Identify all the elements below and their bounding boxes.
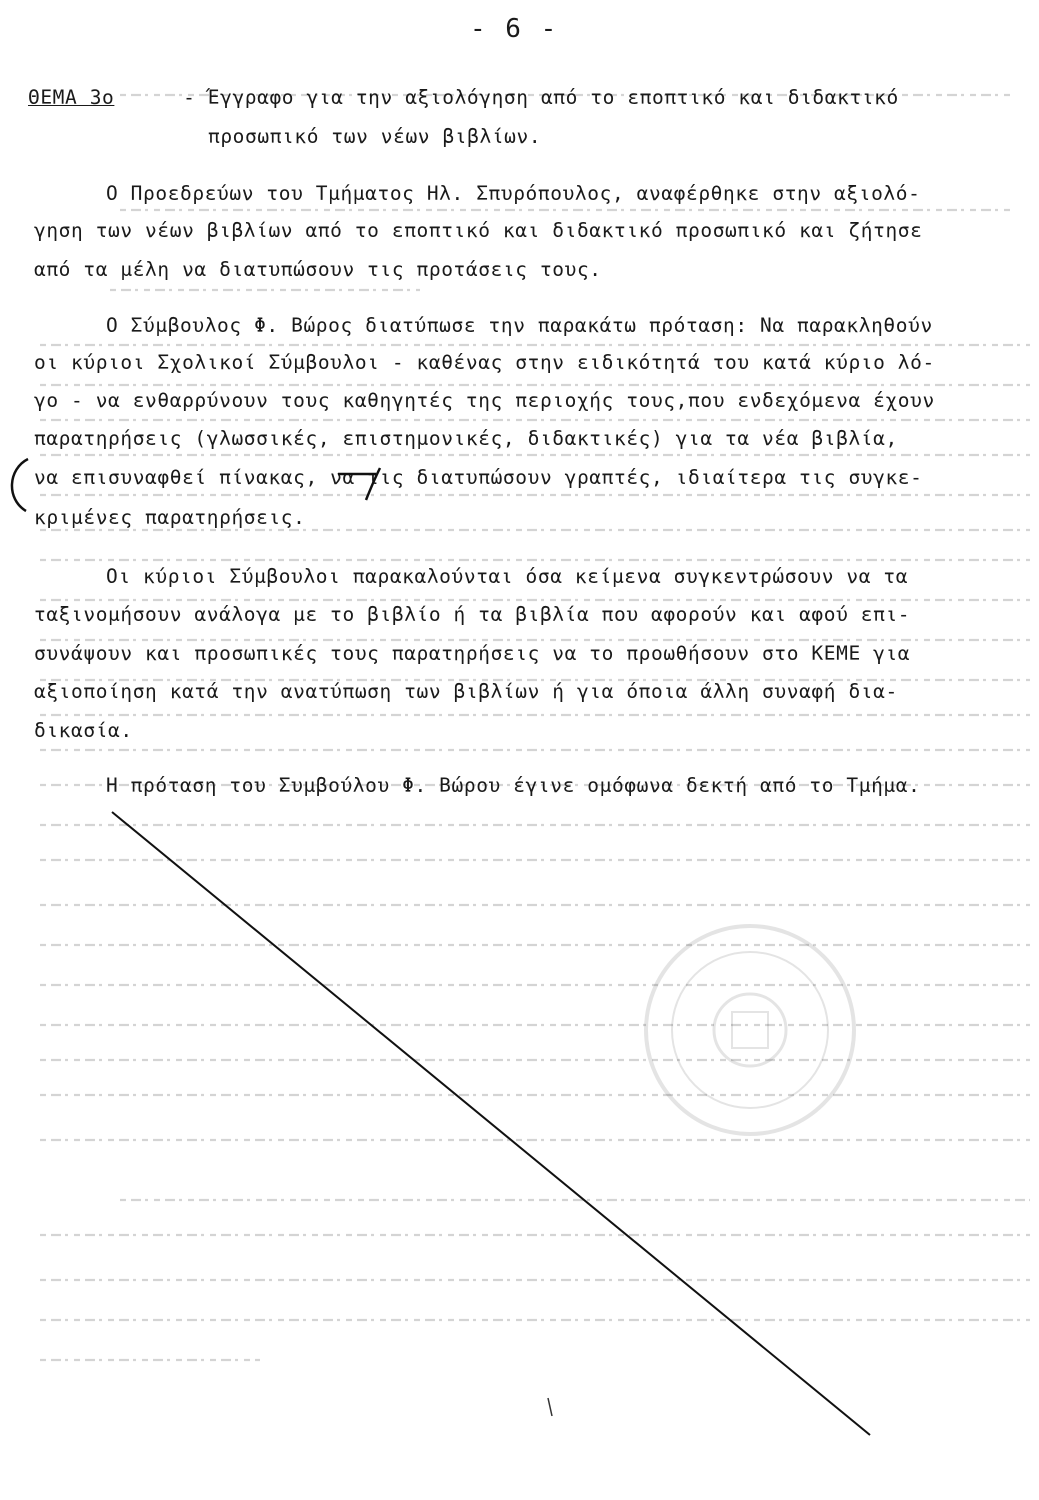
- body-line: από τα μέλη να διατυπώσουν τις προτάσεις τους.: [34, 258, 602, 281]
- body-line: Οι κύριοι Σύμβουλοι παρακαλούνται όσα κείμενα συγκεντρώσουν να τα: [106, 565, 909, 588]
- body-line: παρατηρήσεις (γλωσσικές, επιστημονικές, διδακτικές) για τα νέα βιβλία,: [34, 427, 898, 450]
- seal-stamp: [640, 920, 860, 1140]
- body-line: Η πρόταση του Συμβούλου Φ. Βώρου έγινε ομόφωνα δεκτή από το Τμήμα.: [106, 774, 921, 797]
- body-line: Ο Προεδρεύων του Τμήματος Ηλ. Σπυρόπουλος, αναφέρθηκε στην αξιολό-: [106, 182, 921, 205]
- body-line: συνάψουν και προσωπικές τους παρατηρήσεις να το προωθήσουν στο ΚΕΜΕ για: [34, 642, 911, 665]
- body-line: γηση των νέων βιβλίων από το εποπτικό και διδακτικό προσωπικό και ζήτησε: [34, 219, 923, 242]
- topic-label: ΘΕΜΑ 3ο: [28, 86, 115, 109]
- topic-dash: -: [183, 86, 196, 109]
- body-line: γο - να ενθαρρύνουν τους καθηγητές της περιοχής τους,που ενδεχόμενα έχουν: [34, 389, 935, 412]
- body-line: οι κύριοι Σχολικοί Σύμβουλοι - καθένας στην ειδικότητά του κατά κύριο λό-: [34, 351, 935, 374]
- body-line: κριμένες παρατηρήσεις.: [34, 506, 306, 529]
- topic-heading: [28, 86, 899, 109]
- body-line: αξιοποίηση κατά την ανατύπωση των βιβλίων ή για όποια άλλη συναφή δια-: [34, 680, 898, 703]
- page-number: - 6 -: [470, 14, 559, 44]
- topic-title-line1: Έγγραφο για την αξιολόγηση από το εποπτικό και διδακτικό: [207, 86, 899, 109]
- topic-title-line2: προσωπικό των νέων βιβλίων.: [208, 125, 542, 148]
- body-line: να επισυναφθεί πίνακας, να τις διατυπώσουν γραπτές, ιδιαίτερα τις συγκε-: [34, 466, 923, 489]
- body-line: ταξινομήσουν ανάλογα με το βιβλίο ή τα βιβλία που αφορούν και αφού επι-: [34, 603, 911, 626]
- body-line: δικασία.: [34, 719, 133, 742]
- body-line: Ο Σύμβουλος Φ. Βώρος διατύπωσε την παρακάτω πρόταση: Να παρακληθούν: [106, 314, 933, 337]
